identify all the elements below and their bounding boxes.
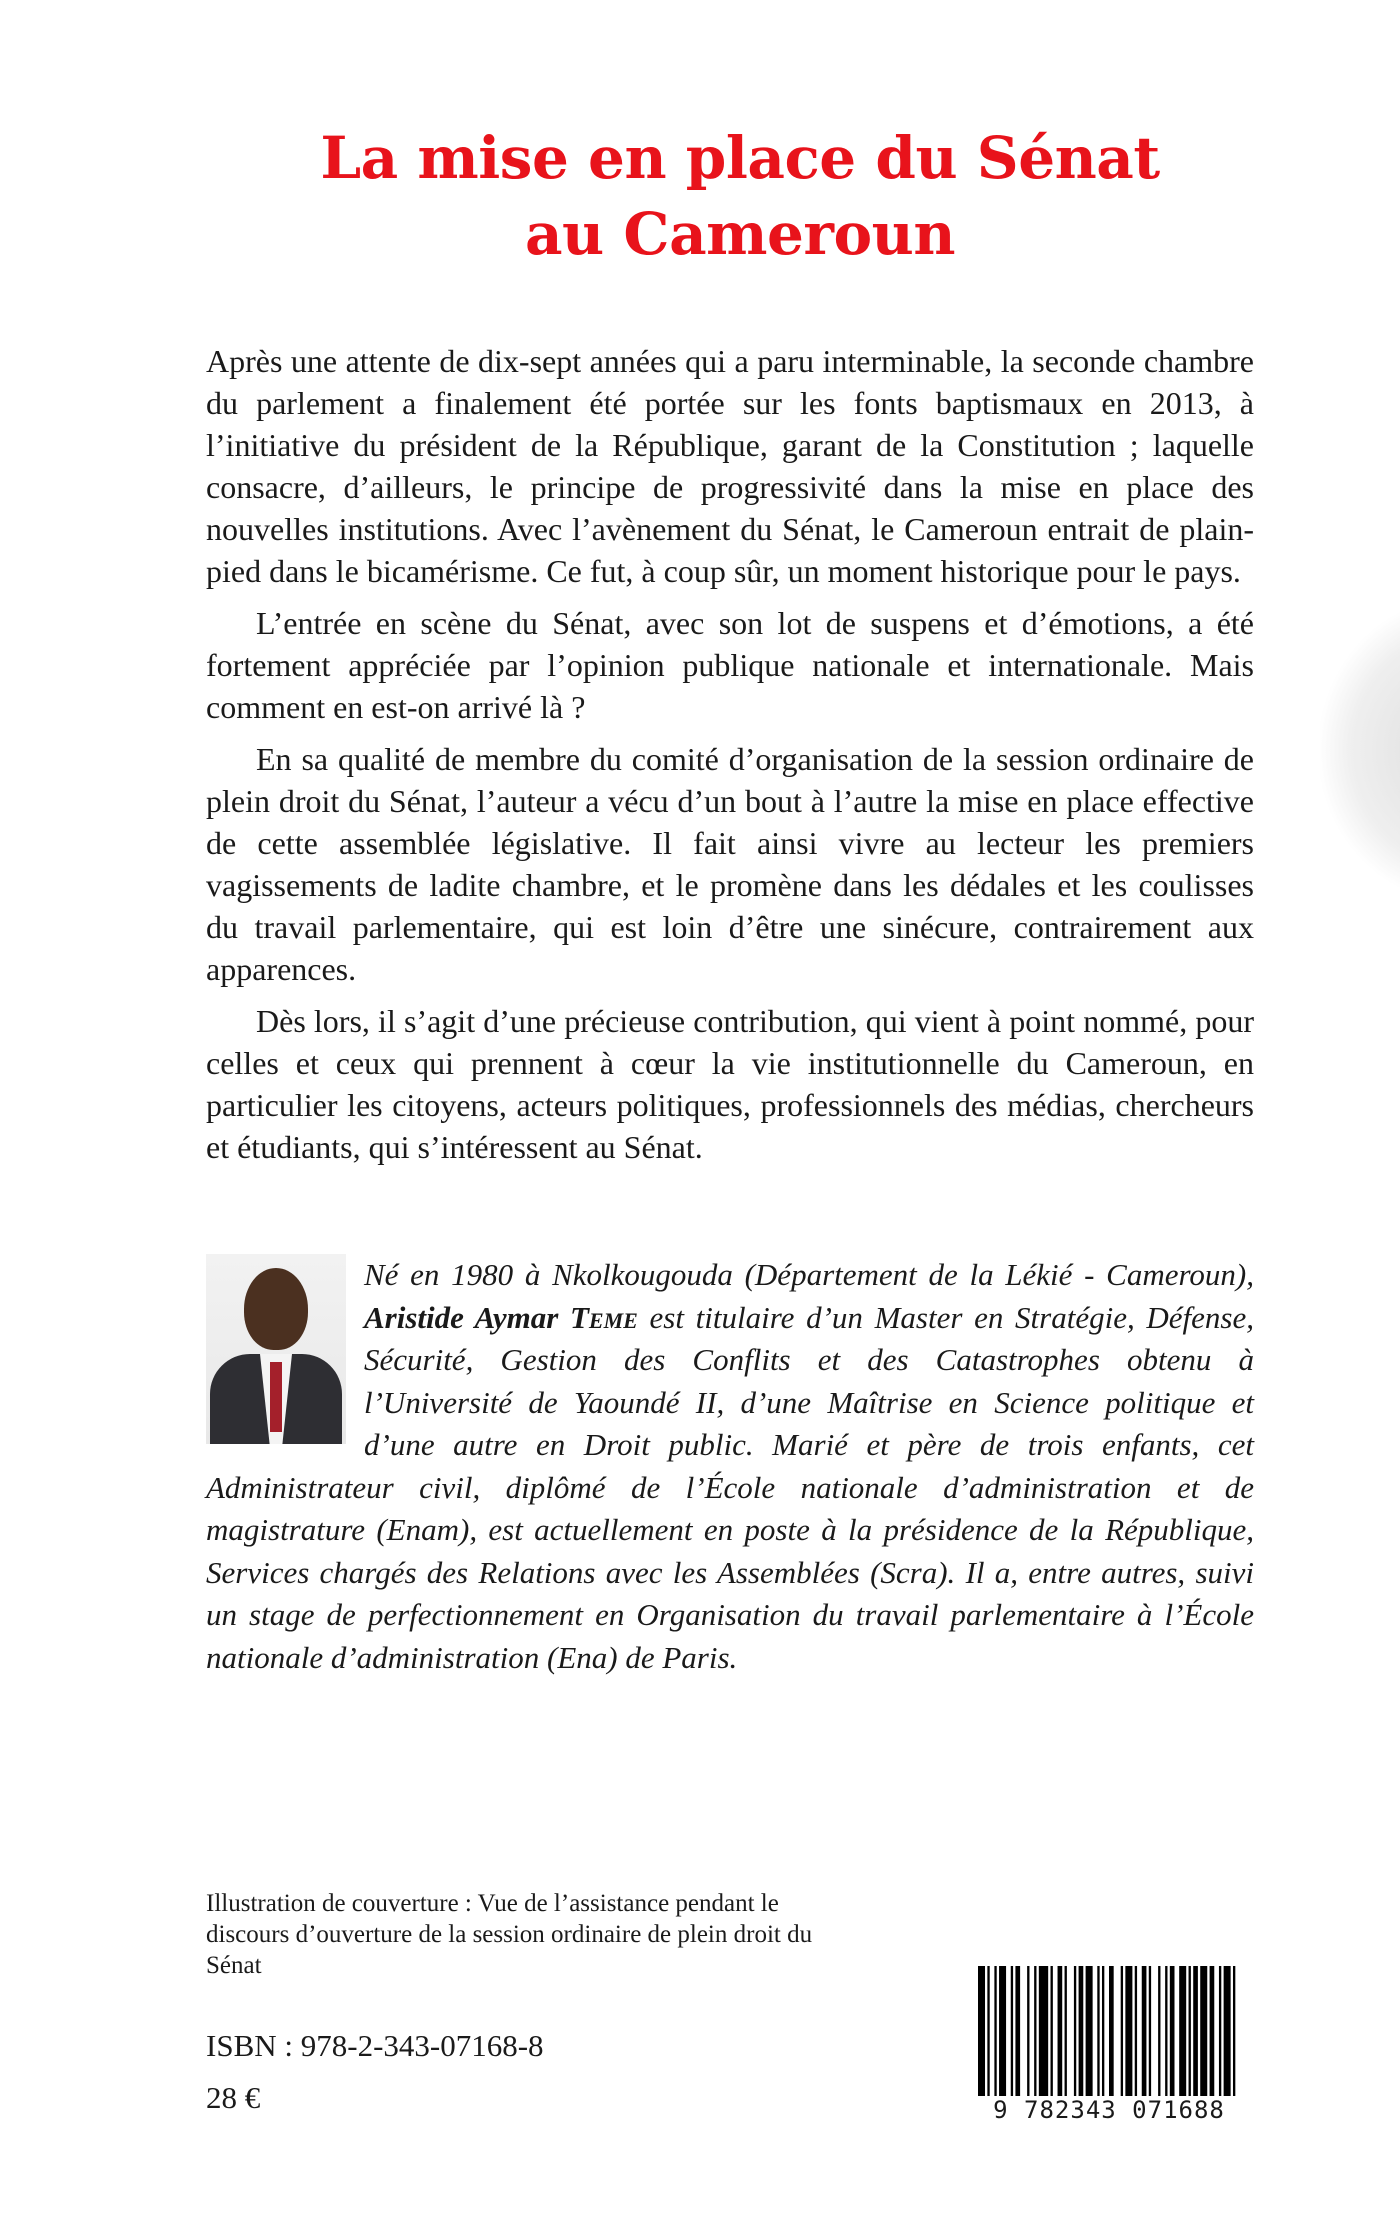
summary-paragraph: L’entrée en scène du Sénat, avec son lot de suspens et d’émotions, a été fortement appréciée par l’opinion publique nationale et internationale. Mais comment en est-on arrivé là ? xyxy=(206,605,1254,725)
author-bio-intro: Né en 1980 à Nkolkougouda (Département de la Lékié - Cameroun), xyxy=(364,1257,1254,1292)
barcode-bar xyxy=(1193,1966,1198,2116)
barcode-digits: 9 782343 071688 xyxy=(974,2096,1244,2124)
barcode-bar xyxy=(1210,1966,1215,2116)
barcode-bar xyxy=(1189,1966,1191,2116)
author-bio-text: est titulaire d’un Master en Stratégie, Défense, Sécurité, Gestion des Conflits et des Catastrophes obtenu à l’Université de Yaoundé II, d’une Maîtrise en Science politique et d’une autre en Droit public. Marié et père de trois enfants, cet Administrateur civil, diplômé de l’École nationale d’administration et de magistrature (Enam), est actuellement en poste à la présidence de la République, Services chargés des Relations avec les Assemblées (Scra). Il a, entre autres, suivi un stage de perfectionnement en Organisation du travail parlementaire à l’École nationale d’administration (Ena) de Paris. xyxy=(206,1299,1255,1675)
cover-illustration-credit: Illustration de couverture : Vue de l’assistance pendant le discours d’ouverture de la session ordinaire de plein droit du Sénat xyxy=(206,1890,813,1979)
barcode-bar xyxy=(1097,1966,1099,2116)
barcode-bar xyxy=(1233,1966,1235,2116)
barcode-bar xyxy=(1102,1966,1104,2116)
barcode-bar xyxy=(1135,1966,1137,2116)
book-title xyxy=(0,120,1400,272)
barcode-bar xyxy=(1027,1966,1029,2116)
summary-paragraph: Dès lors, il s’agit d’une précieuse contribution, qui vient à point nommé, pour celles et ceux qui prennent à cœur la vie institutionnelle du Cameroun, en particulier les citoyens, acteurs politiques, professionnels des médias, chercheurs et étudiants, qui s’intéressent au Sénat. xyxy=(206,1003,1254,1165)
summary-paragraph: En sa qualité de membre du comité d’organisation de la session ordinaire de plein droit du Sénat, l’auteur a vécu d’un bout à l’autre la mise en place effective de cette assemblée législative. Il fait ainsi vivre au lecteur les premiers vagissements de ladite chambre, et le promène dans les dédales et les coulisses du travail parlementaire, qui est loin d’être une sinécure, contrairement aux apparences. xyxy=(206,741,1254,987)
barcode-bar xyxy=(1121,1966,1123,2116)
author-name: Aristide Aymar Teme xyxy=(364,1299,638,1335)
barcode xyxy=(974,1966,1244,2116)
book-title-line-2: au Cameroun xyxy=(524,200,956,268)
price: 28 € xyxy=(206,2080,261,2115)
barcode-bar xyxy=(1158,1966,1160,2116)
barcode-bar xyxy=(1051,1966,1053,2116)
barcode-bar xyxy=(1039,1966,1048,2116)
barcode-bar xyxy=(1086,1966,1093,2116)
barcode-bar xyxy=(1125,1966,1132,2116)
barcode-bar xyxy=(1109,1966,1114,2116)
barcode-bar xyxy=(987,1966,989,2116)
book-title-line-1: La mise en place du Sénat xyxy=(320,124,1160,192)
barcode-bar xyxy=(1224,1966,1231,2116)
barcode-bar xyxy=(1074,1966,1076,2116)
barcode-bar xyxy=(1165,1966,1167,2116)
book-summary xyxy=(206,340,1254,1178)
author-bio xyxy=(206,1254,1254,1679)
barcode-bar xyxy=(1015,1966,1020,2116)
author-surname: Teme xyxy=(569,1299,638,1335)
author-photo xyxy=(206,1254,346,1444)
barcode-bar xyxy=(1219,1966,1221,2116)
barcode-bar xyxy=(994,1966,996,2116)
summary-paragraph: Après une attente de dix-sept années qui a paru interminable, la seconde chambre du parlement a finalement été portée sur les fonts baptismaux en 2013, à l’initiative du président de la République, garant de la Constitution ; laquelle consacre, d’ailleurs, le principe de progressivité dans la mise en place des nouvelles institutions. Avec l’avènement du Sénat, le Cameroun entrait de plain-pied dans le bicamérisme. Ce fut, à coup sûr, un moment historique pour le pays. xyxy=(206,343,1254,589)
barcode-bar xyxy=(978,1966,985,2116)
barcode-bar xyxy=(1011,1966,1013,2116)
barcode-bar xyxy=(999,1966,1006,2116)
barcode-bar xyxy=(1179,1966,1186,2116)
barcode-bar xyxy=(1065,1966,1067,2116)
barcode-bar xyxy=(1034,1966,1036,2116)
barcode-bar xyxy=(1149,1966,1151,2116)
barcode-bar xyxy=(1200,1966,1207,2116)
barcode-bar xyxy=(1079,1966,1084,2116)
barcode-bar xyxy=(1142,1966,1147,2116)
barcode-bar xyxy=(1058,1966,1063,2116)
background-decoration xyxy=(1320,600,1400,900)
isbn: ISBN : 978-2-343-07168-8 xyxy=(206,2028,544,2063)
barcode-bar xyxy=(1170,1966,1175,2116)
